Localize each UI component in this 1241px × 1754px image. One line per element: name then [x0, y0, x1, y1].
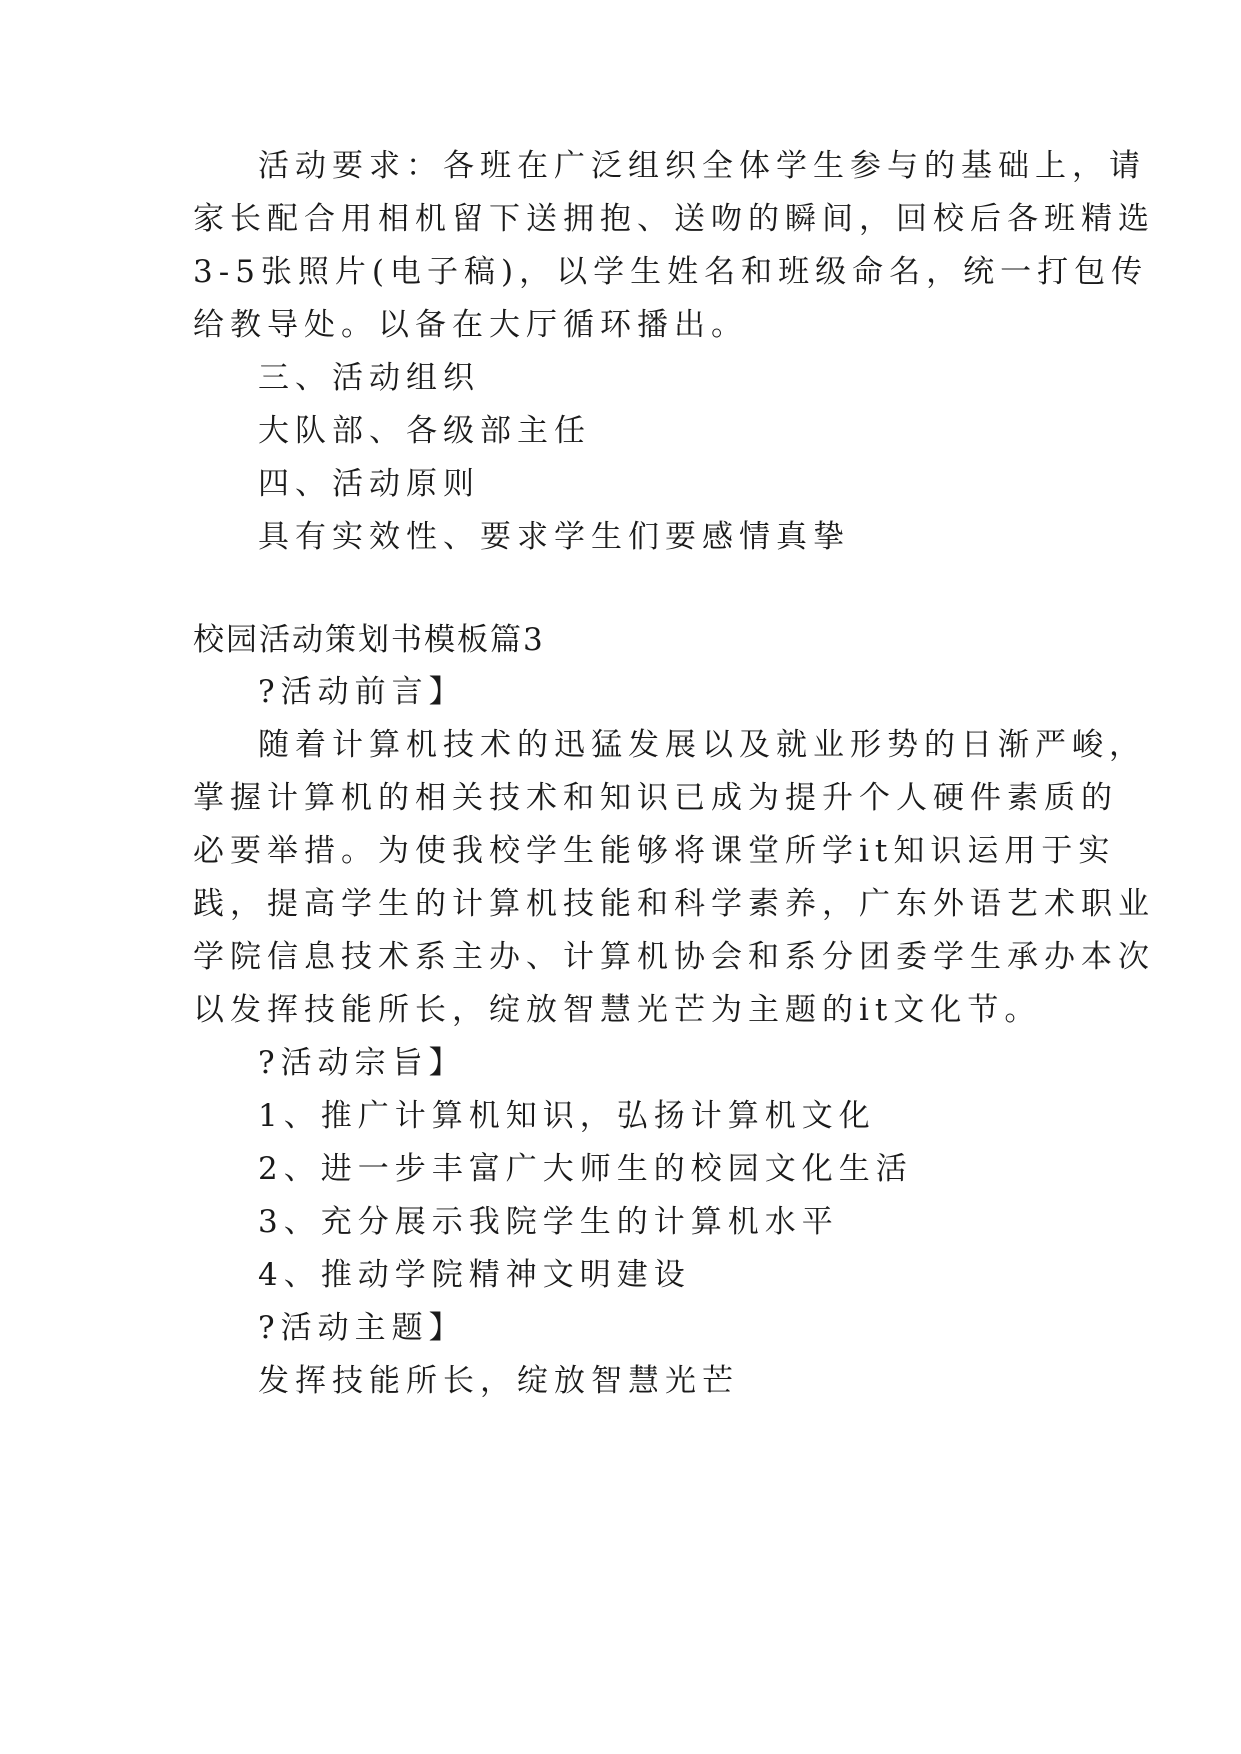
theme-text: 发挥技能所长，绽放智慧光芒	[258, 1363, 739, 1399]
preface-line-6: 以发挥技能所长，绽放智慧光芒为主题的it文化节。	[193, 992, 1042, 1028]
preface-line-1: 随着计算机技术的迅猛发展以及就业形势的日渐严峻，	[258, 727, 1146, 763]
requirements-line-1: 活动要求：各班在广泛组织全体学生参与的基础上，请	[258, 148, 1146, 184]
requirements-line-3: 3-5张照片(电子稿)，以学生姓名和班级命名，统一打包传	[193, 254, 1149, 290]
purpose-item-2: 2、进一步丰富广大师生的校园文化生活	[258, 1151, 913, 1187]
purpose-heading: ?活动宗旨】	[258, 1045, 466, 1081]
principle-heading: 四、活动原则	[258, 466, 480, 502]
section-title: 校园活动策划书模板篇3	[193, 622, 545, 658]
preface-line-2: 掌握计算机的相关技术和知识已成为提升个人硬件素质的	[193, 780, 1118, 816]
preface-line-4: 践，提高学生的计算机技能和科学素养，广东外语艺术职业	[193, 886, 1155, 922]
purpose-item-4: 4、推动学院精神文明建设	[258, 1257, 691, 1293]
theme-heading: ?活动主题】	[258, 1310, 466, 1346]
preface-line-5: 学院信息技术系主办、计算机协会和系分团委学生承办本次	[193, 939, 1155, 975]
purpose-item-3: 3、充分展示我院学生的计算机水平	[258, 1204, 839, 1240]
requirements-line-4: 给教导处。以备在大厅循环播出。	[193, 307, 748, 343]
purpose-item-1: 1、推广计算机知识，弘扬计算机文化	[258, 1098, 876, 1134]
requirements-line-2: 家长配合用相机留下送拥抱、送吻的瞬间，回校后各班精选	[193, 201, 1155, 237]
org-text: 大队部、各级部主任	[258, 413, 591, 449]
org-heading: 三、活动组织	[258, 360, 480, 396]
preface-heading: ?活动前言】	[258, 674, 466, 710]
principle-text: 具有实效性、要求学生们要感情真挚	[258, 519, 850, 555]
preface-line-3: 必要举措。为使我校学生能够将课堂所学it知识运用于实	[193, 833, 1116, 869]
